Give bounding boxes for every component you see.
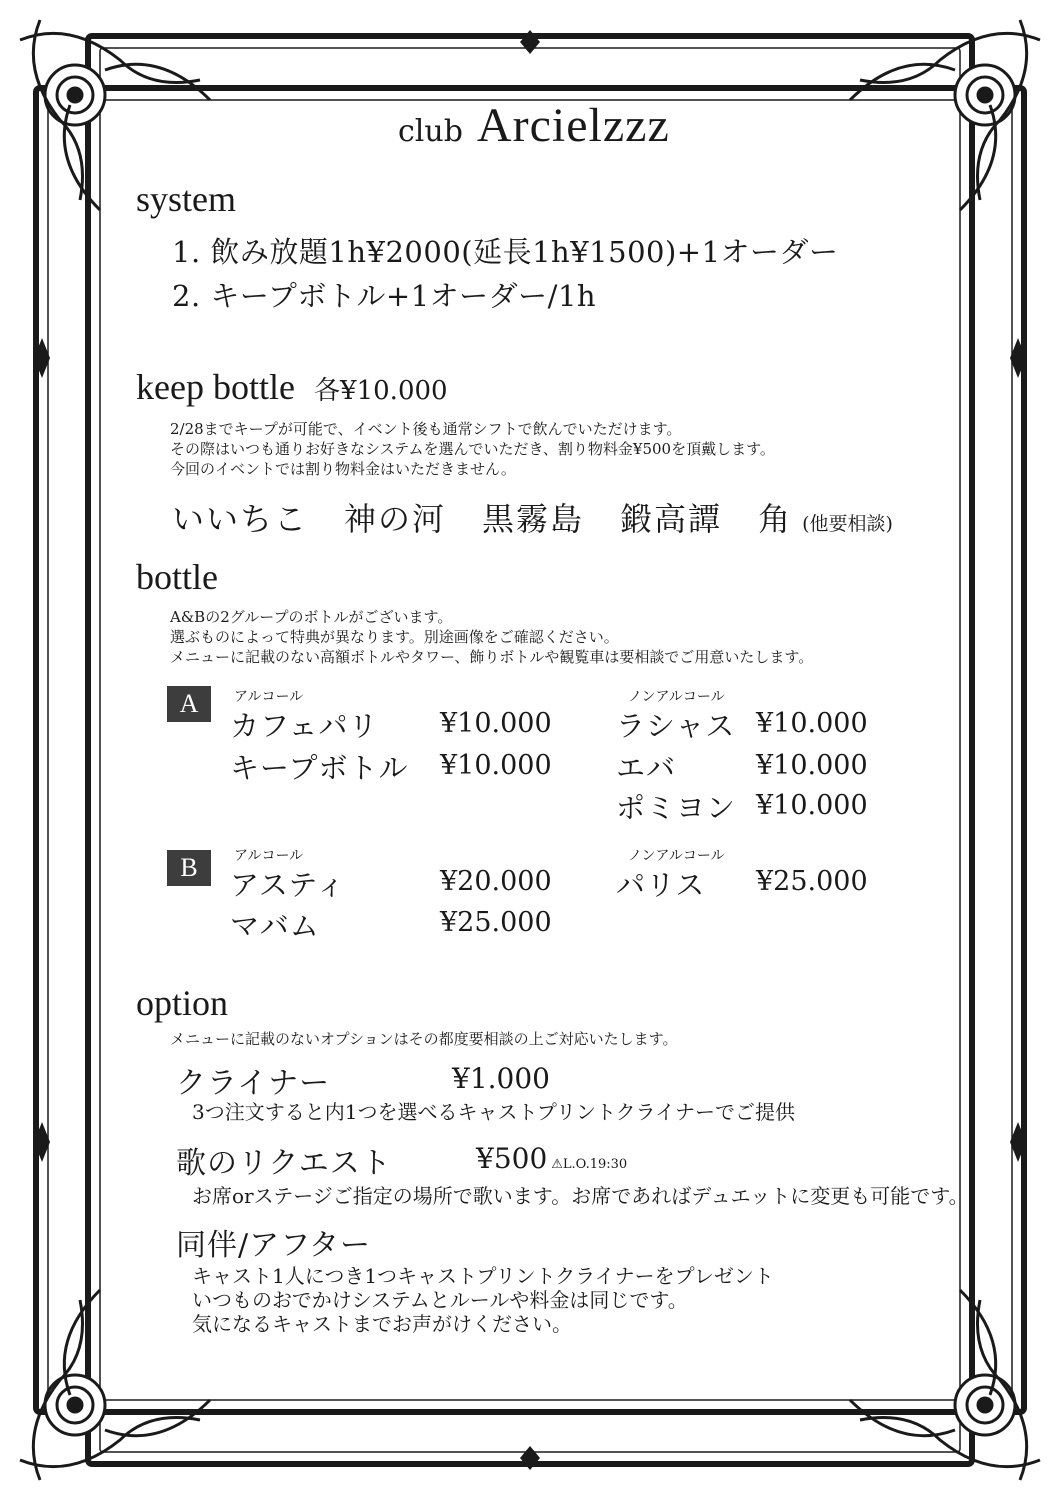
option-3-name: 同伴/アフター [176, 1228, 372, 1263]
option-2-price: ¥500 [476, 1142, 548, 1175]
bottle-heading: bottle [136, 557, 218, 597]
group-b-alcohol-item-1-name: アスティ [230, 868, 346, 902]
option-note: メニューに記載のないオプションはその都度要相談の上ご対応いたします。 [170, 1030, 678, 1048]
bottle-note-2: 選ぶものによって特典が異なります。別途画像をご確認ください。 [170, 628, 619, 646]
option-2-last-order: ⚠L.O.19:30 [551, 1157, 628, 1172]
keep-brand-list [172, 494, 893, 540]
group-a-alcohol-item-2-name: キープボトル [230, 751, 409, 785]
group-b-alcohol-item-2-name: マバム [230, 909, 320, 943]
option-2-name: 歌のリクエスト [176, 1146, 392, 1181]
group-b-alcohol-item-2-price: ¥25.000 [440, 907, 552, 938]
title-prefix: club [398, 114, 463, 149]
group-a-alcohol-item-1-price: ¥10.000 [440, 708, 552, 739]
brand-note: (他要相談) [802, 513, 893, 535]
group-a-nonalcohol-item-3-price: ¥10.000 [756, 790, 868, 821]
group-a-nonalcohol-item-1-name: ラシャス [616, 709, 736, 743]
option-2-desc: お席orステージご指定の場所で歌います。お席であればデュエットに変更も可能です。 [192, 1184, 969, 1208]
keep-note-3: 今回のイベントでは割り物料金はいただきません。 [170, 460, 516, 478]
option-1-name: クライナー [176, 1066, 331, 1101]
group-a-nonalcohol-item-1-price: ¥10.000 [756, 708, 868, 739]
option-2-price-row [476, 1142, 627, 1175]
group-a-alcohol-label: アルコール [234, 689, 304, 705]
option-3-desc-3: 気になるキャストまでお声がけください。 [192, 1312, 572, 1336]
group-b-badge: B [167, 850, 211, 886]
option-heading: option [136, 983, 229, 1023]
group-a-nonalcohol-item-2-name: エバ [616, 751, 677, 785]
keep-bottle-price: 各¥10.000 [314, 376, 448, 406]
brand-iichiko: いいちこ [172, 500, 309, 538]
group-a-nonalcohol-item-3-name: ポミヨン [616, 791, 737, 825]
page-title [398, 98, 670, 153]
brand-kurokirishima: 黒霧島 [482, 500, 585, 538]
option-3-desc-2: いつものおでかけシステムとルールや料金は同じです。 [192, 1288, 688, 1312]
system-line-1: 1. 飲み放題1h¥2000(延長1h¥1500)+1オーダー [172, 235, 839, 269]
brand-kaminokawa: 神の河 [344, 500, 447, 538]
option-1-price: ¥1.000 [452, 1062, 550, 1095]
group-b-alcohol-item-1-price: ¥20.000 [440, 866, 552, 897]
keep-bottle-heading-row [136, 366, 448, 408]
option-3-desc-1: キャスト1人につき1つキャストプリントクライナーをプレゼント [192, 1264, 774, 1288]
keep-note-2: その際はいつも通りお好きなシステムを選んでいただき、割り物料金¥500を頂戴します。 [170, 440, 775, 458]
brand-kaku: 角 [758, 500, 793, 538]
group-b-nonalcohol-item-1-name: パリス [616, 868, 706, 902]
system-heading: system [136, 179, 237, 219]
bottle-note-1: A&Bの2グループのボトルがございます。 [170, 608, 453, 626]
group-a-alcohol-item-1-name: カフェパリ [230, 709, 379, 743]
brand-tantakatan: 鍛高譚 [620, 500, 723, 538]
system-line-2: 2. キープボトル+1オーダー/1h [172, 279, 597, 313]
group-a-badge: A [167, 686, 211, 722]
keep-note-1: 2/28までキープが可能で、イベント後も通常シフトで飲んでいただけます。 [170, 420, 682, 438]
group-a-nonalcohol-label: ノンアルコール [628, 689, 725, 705]
group-a-nonalcohol-item-2-price: ¥10.000 [756, 750, 868, 781]
group-b-nonalcohol-item-1-price: ¥25.000 [756, 866, 868, 897]
keep-bottle-heading: keep bottle [136, 367, 295, 407]
club-name: Arcielzzz [476, 99, 670, 152]
group-b-nonalcohol-label: ノンアルコール [628, 848, 725, 864]
bottle-note-3: メニューに記載のない高額ボトルやタワー、飾りボトルや観覧車は要相談でご用意いたします。 [170, 648, 814, 666]
group-a-alcohol-item-2-price: ¥10.000 [440, 750, 552, 781]
group-b-alcohol-label: アルコール [234, 848, 304, 864]
option-1-desc: 3つ注文すると内1つを選べるキャストプリントクライナーでご提供 [192, 1100, 796, 1124]
